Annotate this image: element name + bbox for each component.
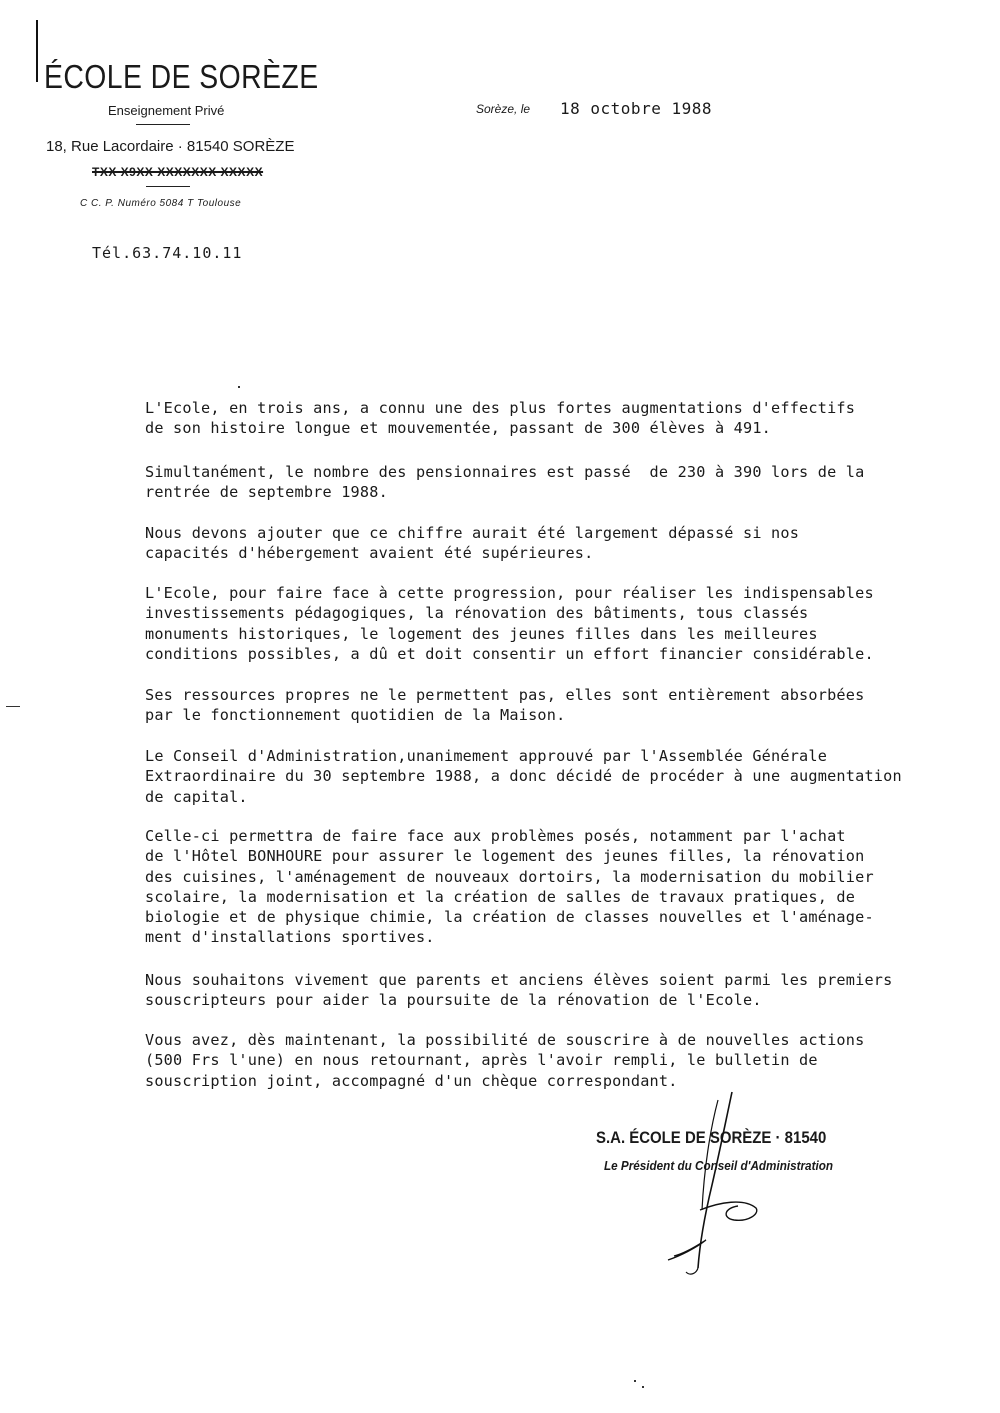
paragraph: Simultanément, le nombre des pensionnaires est passé de 230 à 390 lors de la rentrée de septembre 1988. <box>145 463 865 502</box>
margin-mark <box>36 20 38 82</box>
school-address: 18, Rue Lacordaire · 81540 SORÈZE <box>46 138 295 155</box>
paragraph: Celle-ci permettra de faire face aux problèmes posés, notamment par l'achat de l'Hôtel BONHOURE pour assurer le logement des jeunes filles, la rénovation des cuisines, l'aménagement de nouveaux dortoirs, la modernisation du mobilier scolaire, la modernisation et la création de salles de travaux pratiques, de biologie et de physique chimie, la création de classes nouvelles et l'aménage- ment d'installations sportives. <box>145 827 874 947</box>
ccp-number: C C. P. Numéro 5084 T Toulouse <box>80 198 242 209</box>
school-subtitle: Enseignement Privé <box>108 103 225 118</box>
speck <box>634 1380 636 1382</box>
phone-number: Tél.63.74.10.11 <box>92 244 243 262</box>
handwritten-signature <box>660 1090 780 1280</box>
paragraph: Ses ressources propres ne le permettent pas, elles sont entièrement absorbées par le fonctionnement quotidien de la Maison. <box>145 686 865 725</box>
paragraph: Le Conseil d'Administration,unanimement approuvé par l'Assemblée Générale Extraordinaire du 30 septembre 1988, a donc décidé de procéder à une augmentation de capital. <box>145 747 902 806</box>
school-name: ÉCOLE DE SORÈZE <box>44 58 319 95</box>
divider <box>136 124 190 125</box>
paragraph: Nous souhaitons vivement que parents et anciens élèves soient parmi les premiers souscripteurs pour aider la poursuite de la rénovation de l'Ecole. <box>145 971 893 1010</box>
dateline-date: 18 octobre 1988 <box>560 99 712 118</box>
paragraph: L'Ecole, en trois ans, a connu une des plus fortes augmentations d'effectifs de son histoire longue et mouvementée, passant de 300 élèves à 491. <box>145 399 856 438</box>
paragraph: L'Ecole, pour faire face à cette progression, pour réaliser les indispensables investissements pédagogiques, la rénovation des bâtiments, tous classés monuments historiques, le logement des jeunes filles dans les meilleures conditions possibles, a dû et doit consentir un effort financier considérable. <box>145 584 874 663</box>
speck <box>238 386 240 388</box>
paragraph: Nous devons ajouter que ce chiffre aurait été largement dépassé si nos capacités d'hébergement avaient été supérieures. <box>145 524 800 563</box>
speck <box>6 706 20 707</box>
signature-title-stamp: Le Président du Conseil d'Administration <box>604 1158 834 1173</box>
paragraph: Vous avez, dès maintenant, la possibilité de souscrire à de nouvelles actions (500 Frs l'une) en nous retournant, après l'avoir rempli, le bulletin de souscription joint, accompagné d'un chèque correspondant. <box>145 1031 865 1090</box>
signature-company-stamp: S.A. ÉCOLE DE SORÈZE · 81540 <box>596 1128 827 1147</box>
crossed-out-line: TXX X9XX XXXXXXX XXXXX <box>92 165 264 179</box>
speck <box>642 1386 644 1388</box>
dateline-place: Sorèze, le <box>476 102 531 116</box>
divider <box>146 186 190 187</box>
